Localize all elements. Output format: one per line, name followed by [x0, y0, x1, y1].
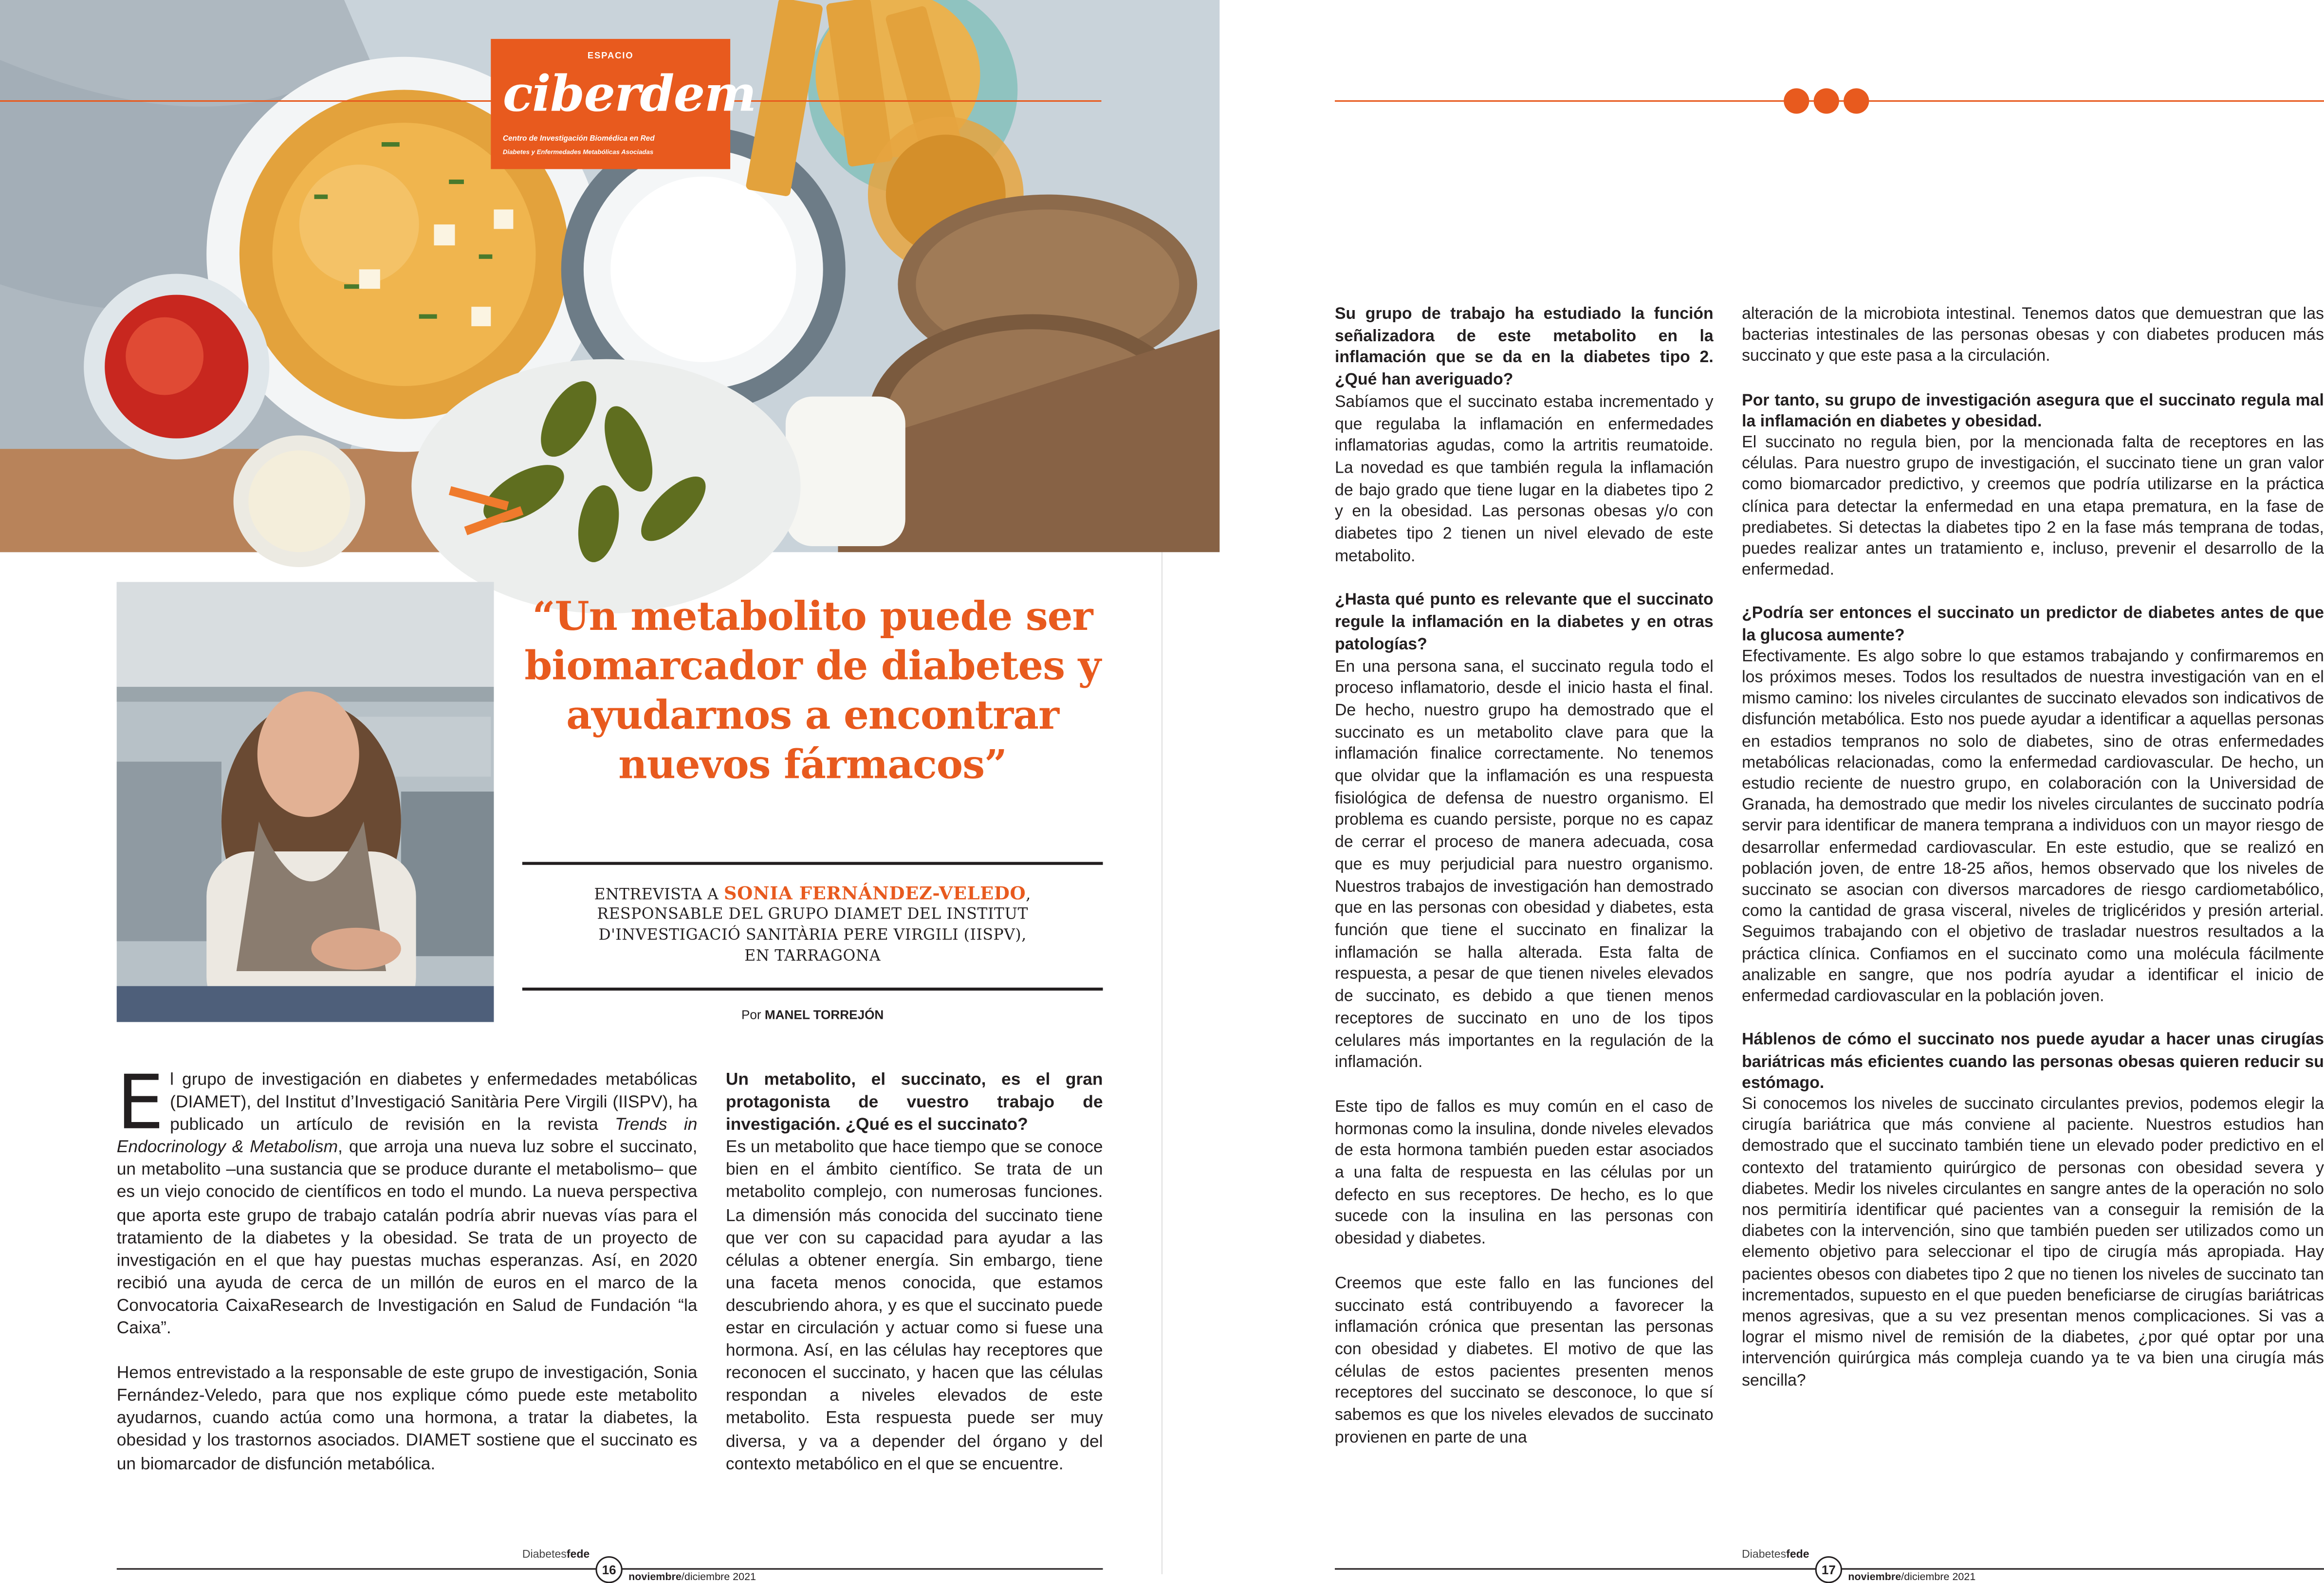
byline-prefix: Por — [741, 1007, 765, 1022]
footer-brand-a: Diabetes — [522, 1547, 567, 1561]
deck-line-1 — [522, 883, 1103, 907]
deck-line-2: RESPONSABLE DEL GRUPO DIAMET DEL INSTITUT — [597, 906, 1028, 923]
answer-1: Es un metabolito que hace tiempo que se conoce bien en el ámbito científico. Se trata de un metabolito complejo, con numerosas funciones. La dimensión más conocida del succinato tiene que ver con su capacidad para ayudar a las células a obtener energía. Sin embargo, tiene una faceta menos conocida, que estamos descubriendo ahora, y es que el succinato puede estar en circulación y actuar como si fuese una hormona. Así, en las células hay receptores que reconocen el succinato, y hacen que las células respondan a niveles elevados de este metabolito. Esta respuesta puede ser muy diversa, y va a depender del órgano y del contexto metabólico en el que se encuentre. — [725, 1139, 1103, 1473]
question-5: ¿Podría ser entonces el succinato un predictor de diabetes antes de que la glucosa aumente? — [1742, 605, 2324, 644]
answer-3: En una persona sana, el succinato regula todo el proceso inflamatorio, desde el inicio hasta el final. De hecho, nuestro grupo ha demostrado que el succinato es un metabolito clave para que la inflamación finalice correctamente. No tenemos que olvidar que la inflamación es una respuesta fisiológica de defensa de nuestro organismo. El problema es cuando persiste, porque no es capaz de cerrar el proceso de manera adecuada, cosa que es muy perjudicial para nuestro organismo. Nuestros trabajos de investigación han demostrado que en las personas con obesidad y diabetes, esta función que tiene el succinato en finalizar la inflamación se halla alterada. Esta falta de respuesta, a pesar de que tienen niveles elevados de succinato, es debido a que tienen menos receptores de succinato en uno de los tipos celulares más importantes en la regulación de la inflamación. — [1335, 658, 1714, 1072]
interviewee-name: SONIA FERNÁNDEZ-VELEDO — [723, 883, 1026, 904]
footer-brand-b: fede — [1786, 1547, 1809, 1561]
footer-brand-left — [522, 1547, 590, 1561]
deck-prefix: ENTREVISTA A — [594, 887, 724, 904]
intro-text-b: , que arroja una nueva luz sobre el succinato, un metabolito –una sustancia que se produce durante el metabolismo– que es un viejo conocido de científicos en todo el mundo. La nueva perspectiva que aporta este grupo de trabajo catalán podría abrir nuevas vías para el tratamiento de la diabetes y la obesidad. Se trata de un proyecto de investigación en el que hay puestas muchas esperanzas. Así, en 2020 recibió una ayuda de cerca de un millón de euros en el marco de la Convocatoria CaixaResearch de Investigación en Salud de Fundación “la Caixa”. — [116, 1139, 698, 1338]
footer-brand-right — [1742, 1547, 1809, 1561]
section-kicker: ESPACIO — [587, 52, 634, 62]
footer-year: /diciembre 2021 — [681, 1572, 756, 1583]
footer-brand-a: Diabetes — [1742, 1547, 1787, 1561]
deck-comma: , — [1026, 887, 1031, 904]
question-2: Su grupo de trabajo ha estudiado la función señalizadora de este metabolito en la inflamación que se da en la diabetes tipo 2. ¿Qué han averiguado? — [1335, 305, 1714, 389]
answer-6: Si conocemos los niveles de succinato circulantes previos, podemos elegir la cirugía bariátrica que más conviene al paciente. Nuestros estudios han demostrado que el succinato también tiene un elevado poder predictivo en el contexto del tratamiento quirúrgico de personas con obesidad severa y diabetes. Medir los niveles circulantes en sangre antes de la operación no solo nos permitiría identificar qué pacientes van a conseguir la remisión de la diabetes con la intervención, sino que también pueden ser utilizados como un elemento objetivo para seleccionar el tipo de cirugía más apropiada. Hay pacientes obesos con diabetes tipo 2 que no tienen los niveles de succinato tan incrementados, supuesto en el que pueden beneficiarse de cirugías bariátricas menos agresivas, que a su vez presentan menos complicaciones. Si vas a lograr el mismo nivel de remisión de la diabetes, ¿por qué optar por una intervención quirúrgica más compleja cuando ya te va bien una cirugía más sencilla? — [1742, 1095, 2324, 1390]
deck-rule-bottom — [522, 988, 1103, 990]
question-4: Por tanto, su grupo de investigación asegura que el succinato regula mal la inflamación en diabetes y obesidad. — [1742, 391, 2324, 431]
right-column-2 — [1742, 304, 2324, 1391]
byline-author: MANEL TORREJÓN — [764, 1007, 884, 1022]
footer-year: /diciembre 2021 — [1901, 1572, 1976, 1583]
interviewee-portrait — [117, 582, 494, 1022]
left-column-1 — [116, 1059, 698, 1476]
answer-2: Sabíamos que el succinato estaba incrementado y que regulaba la inflamación en enfermedades inflamatorias agudas, como la artritis reumatoide. La novedad es que también regula la inflamación de bajo grado que tiene lugar en la diabetes tipo 2 y en la obesidad. Las personas obesas y/o con diabetes tipo 2 tienen un nivel elevado de este metabolito. — [1335, 393, 1714, 566]
article-headline: “Un metabolito puede ser biomarcador de diabetes y ayudarnos a encontrar nuevos fármacos” — [524, 594, 1101, 789]
journal-title: Trends in Endocrinology & Metabolism — [116, 1116, 698, 1158]
drop-cap: E — [116, 1059, 164, 1146]
ciberdem-logo — [491, 39, 756, 169]
question-3: ¿Hasta qué punto es relevante que el succinato regule la inflamación en la diabetes y en otras patologías? — [1335, 591, 1714, 654]
byline — [522, 1007, 1103, 1022]
deck-line-3: D'INVESTIGACIÓ SANITÀRIA PERE VIRGILI (IISPV), — [598, 927, 1027, 944]
page-number-right: 17 — [1815, 1556, 1842, 1583]
right-column-1 — [1335, 304, 1714, 1449]
intro-text-a: l grupo de investigación en diabetes y enfermedades metabólicas (DIAMET), del Institut d’Investigació Sanitària Pere Virgili (IISPV), ha publicado un artículo de revisión en la revista — [170, 1071, 698, 1135]
intro-paragraph-2: Hemos entrevistado a la responsable de este grupo de investigación, Sonia Fernández-Veledo, para que nos explique cómo puede este metabolito ayudarnos, cuando actúa como una hormona, a tratar la diabetes, la obesidad y los trastornos asociados. DIAMET sostiene que el succinato es un biomarcador de disfunción metabólica. — [116, 1364, 698, 1473]
question-1: Un metabolito, el succinato, es el gran protagonista de vuestro trabajo de investigación. ¿Qué es el succinato? — [725, 1071, 1103, 1135]
footer-date-left — [628, 1573, 756, 1583]
deck-rule-top — [522, 862, 1103, 865]
ornament-dots-icon — [1784, 88, 1873, 113]
answer-4: El succinato no regula bien, por la mencionada falta de receptores en las células. Para nuestro grupo de investigación, el succinato tiene un gran valor como biomarcador predictivo, y creemos que podría utilizarse en la práctica clínica para detectar la enfermedad en una etapa prematura, en la fase de prediabetes. Si detectas la diabetes tipo 2 en la fase más temprana de todas, puedes realizar antes un tratamiento e, incluso, prevenir el desarrollo de la enfermedad. — [1742, 434, 2324, 580]
answer-5: Efectivamente. Es algo sobre lo que estamos trabajando y confirmaremos en los próximos meses. Todos los resultados de nuestra investigación van en el mismo camino: los niveles circulantes de succinato elevados son indicativos de disfunción metabólica. Esto nos puede ayudar a identificar a aquellas personas en estadios tempranos no solo de diabetes, sino de otras enfermedades metabólicas relacionadas, como la enfermedad cardiovascular. De hecho, un estudio reciente de nuestro grupo, en colaboración con la Universidad de Granada, ha demostrado que medir los niveles circulantes de succinato podría servir para identificar de manera temprana a individuos con un mayor riesgo de desarrollar enfermedad cardiovascular. En este estudio, que se realizó en población joven, de entre 18-25 años, hemos observado que los niveles de succinato se asocian con diversos marcadores de riesgo cardiometabólico, como la cantidad de grasa visceral, niveles de triglicéridos y presión arterial. Seguimos trabajando con el objetivo de trasladar nuestros resultados a la práctica clínica. Confiamos en el succinato como una molécula fácilmente analizable en sangre, que nos podría ayudar a identificar el inicio de enfermedad cardiovascular en la población joven. — [1742, 647, 2324, 1006]
logo-subtitle-2: Diabetes y Enfermedades Metabólicas Asociadas — [502, 148, 654, 156]
footer-brand-b: fede — [566, 1547, 590, 1561]
answer-3-end: alteración de la microbiota intestinal. Tenemos datos que demuestran que las bacterias intestinales de las personas obesas y con diabetes producen más succinato y que este pasa a la circulación. — [1742, 305, 2324, 366]
left-column-2 — [726, 1070, 1103, 1476]
logo-wordmark: ciberdem — [502, 64, 756, 123]
question-6: Háblenos de cómo el succinato nos puede ayudar a hacer unas cirugías bariátricas más eficientes cuando las personas obesas quieren reducir su estómago. — [1742, 1031, 2324, 1092]
answer-3-cont: Este tipo de fallos es muy común en el caso de hormonas como la insulina, donde niveles elevados de esta hormona también pueden estar asociados a una falta de respuesta en las células por un defecto en sus receptores. De hecho, es lo que sucede con la insulina en las personas con obesidad y diabetes. — [1335, 1098, 1714, 1249]
logo-subtitle: Centro de Investigación Biomédica en Red — [502, 134, 655, 144]
answer-3-cont-2: Creemos que este fallo en las funciones del succinato está contribuyendo a favorecer la inflamación crónica que presentan las personas con obesidad y diabetes. El motivo de que las células de estos pacientes presenten menos receptores del succinato se desconoce, lo que sí sabemos es que los niveles elevados de succinato provienen en parte de una — [1335, 1274, 1714, 1447]
intro-paragraph — [116, 1059, 698, 1341]
footer-date-right — [1848, 1573, 1975, 1583]
footer-month: noviembre — [628, 1572, 682, 1583]
deck-line-4: EN TARRAGONA — [744, 948, 881, 965]
page-number-left: 16 — [595, 1556, 622, 1583]
footer-month: noviembre — [1848, 1572, 1901, 1583]
